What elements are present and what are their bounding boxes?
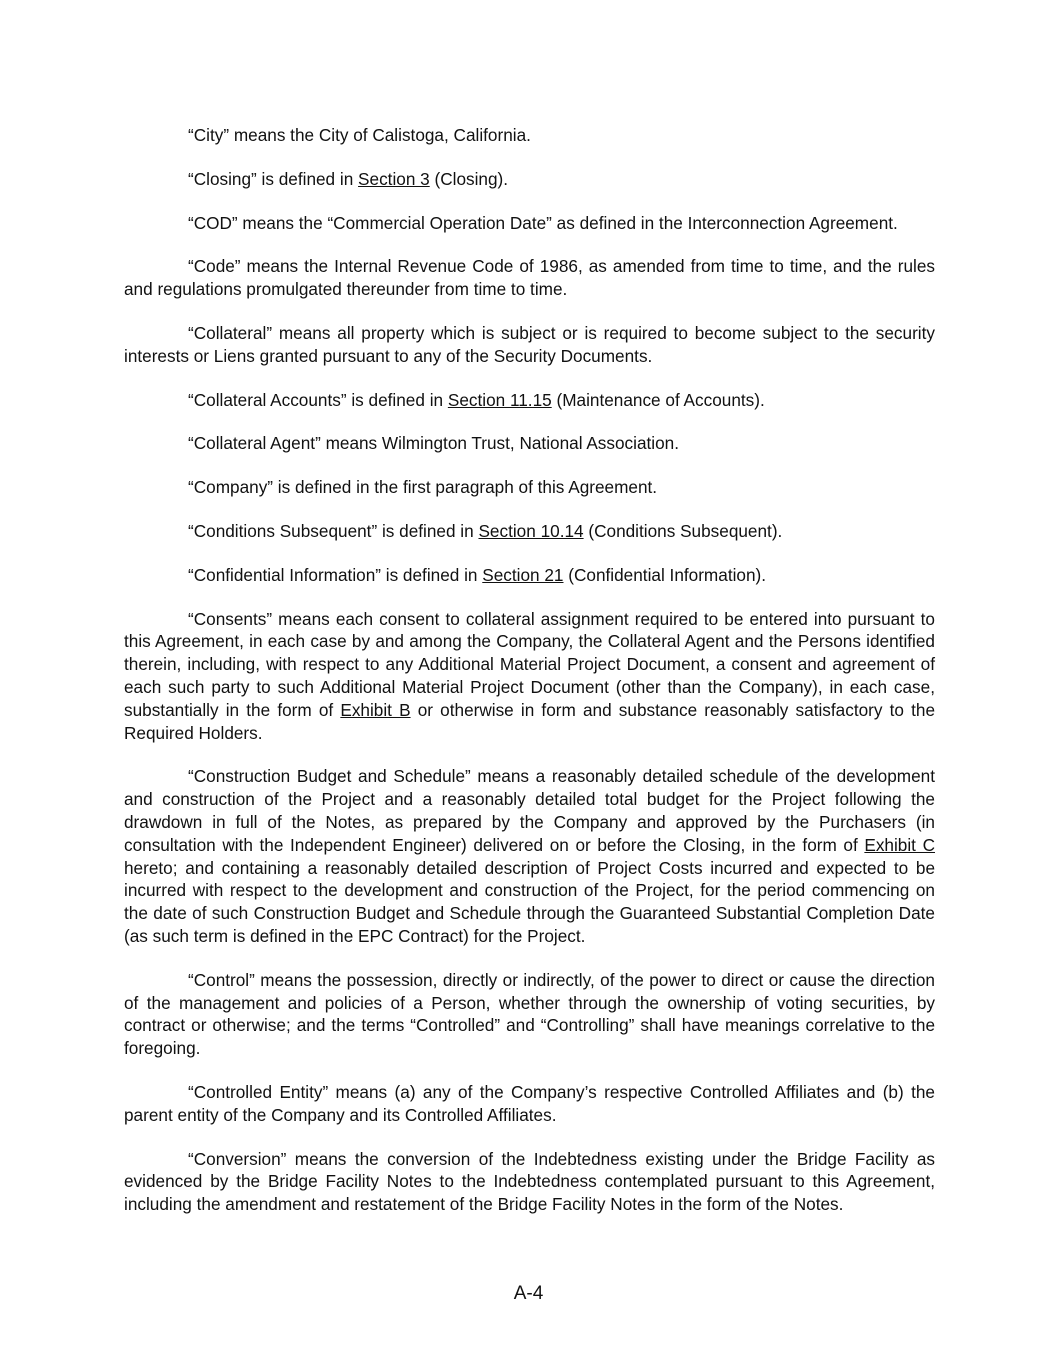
definition-conversion: “Conversion” means the conversion of the Indebtedness existing under the Bridge Facility as evidenced by the Bridge Facility Notes to the Indebtedness contemplated pursuant to this Agreement, including the amendment and restatement of the Bridge Facility Notes in the form of the Notes.	[124, 1148, 935, 1215]
definition-construction-budget: “Construction Budget and Schedule” means a reasonably detailed schedule of the development and construction of the Project and a reasonably detailed total budget for the Project following the drawdown in full of the Notes, as prepared by the Company and approved by the Purchasers (in consultation with the Independent Engineer) delivered on or before the Closing, in the form of Exhibit C hereto; and containing a reasonably detailed description of Project Costs incurred and expected to be incurred with respect to the development and construction of the Project, for the period commencing on the date of such Construction Budget and Schedule through the Guaranteed Substantial Completion Date (as such term is defined in the EPC Contract) for the Project.	[124, 766, 935, 946]
definition-controlled-entity: “Controlled Entity” means (a) any of the Company’s respective Controlled Affiliates and (b) the parent entity of the Company and its Controlled Affiliates.	[124, 1081, 935, 1125]
section-reference-link: Section 3	[358, 168, 430, 189]
definition-confidential-information: “Confidential Information” is defined in Section 21 (Confidential Information).	[188, 564, 767, 585]
definition-control: “Control” means the possession, directly or indirectly, of the power to direct or cause the direction of the management and policies of a Person, whether through the ownership of voting securities, by contract or otherwise; and the terms “Controlled” and “Controlling” shall have meanings correlative to the foregoing.	[124, 969, 935, 1059]
definition-code: “Code” means the Internal Revenue Code of 1986, as amended from time to time, and the rules and regulations promulgated thereunder from time to time.	[124, 256, 935, 300]
definition-conditions-subsequent: “Conditions Subsequent” is defined in Section 10.14 (Conditions Subsequent).	[188, 520, 783, 541]
definition-cod: “COD” means the “Commercial Operation Date” as defined in the Interconnection Agreement.	[188, 212, 898, 233]
section-reference-link: Section 21	[482, 564, 564, 585]
definition-consents: “Consents” means each consent to collateral assignment required to be entered into pursuant to this Agreement, in each case by and among the Company, the Collateral Agent and the Persons identified therein, including, with respect to any Additional Material Project Document, a consent and agreement of each such party to such Additional Material Project Document (other than the Company), in each case, substantially in the form of Exhibit B or otherwise in form and substance reasonably satisfactory to the Required Holders.	[124, 608, 936, 743]
page-number: A-4	[513, 1283, 544, 1304]
definition-company: “Company” is defined in the first paragraph of this Agreement.	[188, 477, 658, 498]
definition-collateral-agent: “Collateral Agent” means Wilmington Trust, National Association.	[188, 433, 680, 454]
document-page	[124, 124, 935, 1237]
definition-closing: “Closing” is defined in Section 3 (Closing).	[188, 168, 509, 189]
section-reference-link: Section 11.15	[447, 389, 552, 410]
exhibit-reference-link: Exhibit C	[864, 834, 935, 855]
definition-collateral-accounts: “Collateral Accounts” is defined in Section 11.15 (Maintenance of Accounts).	[188, 389, 765, 410]
definition-collateral: “Collateral” means all property which is subject or is required to become subject to the security interests or Liens granted pursuant to any of the Security Documents.	[124, 322, 935, 366]
definition-city: “City” means the City of Calistoga, California.	[188, 125, 531, 145]
section-reference-link: Section 10.14	[478, 520, 584, 541]
exhibit-reference-link: Exhibit B	[340, 699, 411, 720]
